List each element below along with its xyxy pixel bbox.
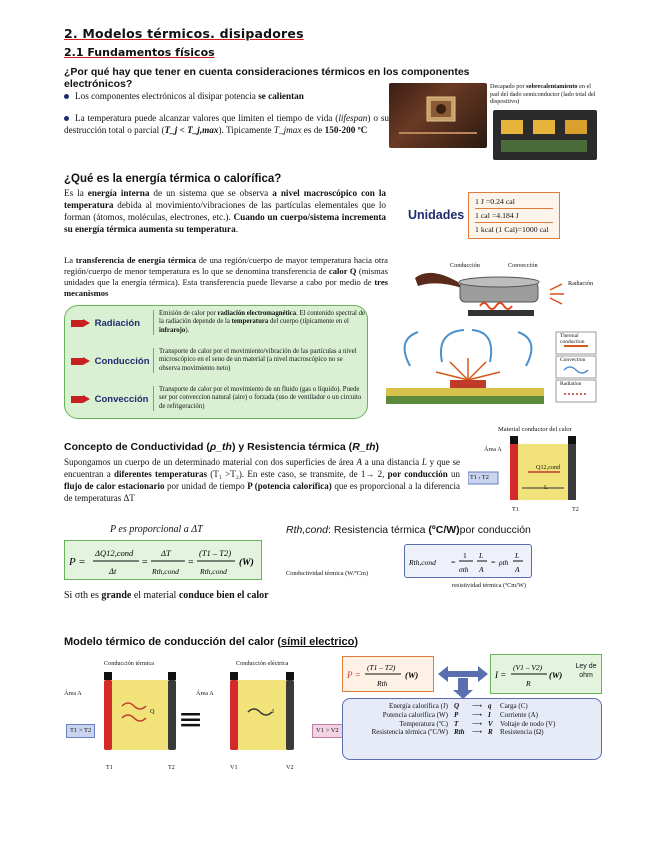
overheated-die-photo [389,83,487,148]
text-run: calor Q [328,266,357,276]
text-run: ). [185,326,190,334]
text-run: Transporte de calor por el movimiento/vibración de las partículas a nivel microscópico en el seno de un material (a nivel macroscópico no se observa movimiento neto) [159,348,357,372]
unit-conversion: 1 kcal (1 Cal)=1000 cal [475,225,549,234]
ohm-equation [490,654,602,694]
text-run: (T₁ >T₂). En este caso, se transmite, de 1→ 2, [207,469,388,479]
table-cell: ⟶ [472,728,483,737]
mechanism-convection: Convección [71,394,149,405]
formula-den-2: Rth,cond [152,567,179,576]
v1-label: V1 [230,764,238,771]
conductivity-label: Conductividad térmica (W/ºCm) [286,570,369,577]
table-cell: T [454,719,459,728]
area-label: Área A [64,690,82,697]
table-cell: V [488,719,493,728]
text-run: Es la [64,188,88,198]
section-title: 2. Modelos térmicos. disipadores [64,26,304,41]
text-run: Supongamos un cuerpo de un determinado material con dos superficies de área [64,457,357,467]
conductor-figure [468,426,600,518]
mechanism-description [153,386,365,411]
r-sigma: σth [459,565,469,574]
analogy-table-grid [347,702,558,737]
table-row [347,720,558,729]
resistivity-label: resistividad térmica (ºCm/W) [452,582,526,589]
fig-top-label: Conducción eléctrica [236,660,289,667]
area-label: Área A [484,446,502,453]
text-run: P (potencia calorífica) [247,481,332,491]
label-conduction: Conducción [450,262,480,269]
bullet-2: La temperatura puede alcanzar valores que limiten el tiempo de vida (lifespan) o su destrucción total o parcial (T_j < T_j,max). Tipicamente T_jmax es de 150-200 ºC [64,113,389,135]
text-run: (mismas unidades que la energía térmica). Esta transferencia puede llevarse a cabo por medio de [64,266,388,287]
text-run: . El contenido spectral de la radiación depende de la [159,310,365,326]
table-cell: Potencia calorífica (W) [382,710,448,719]
conclusion: Si σth es grande el material conduce bien el calor [64,590,269,601]
photo-caption: Decapado por sobrecalentamiento en el pad del dado semiconductor (lado total del dispositivo) [490,83,596,105]
text-run: de un sistema que se observa [149,188,273,198]
table-cell: Voltaje de nodo (V) [500,719,556,728]
mechanism-description [153,310,365,335]
proportional-text: P es proporcional a ΔT [110,524,203,535]
eq-den: Rth [377,679,388,688]
table-row [347,702,558,711]
text-run: temperatura [231,318,269,326]
thermal-model-figure [60,660,180,772]
table-cell: ⟶ [472,710,483,719]
r-l: L [479,551,484,560]
svg-text:A: A [515,565,520,574]
text-run: por unidad de tiempo [164,481,248,491]
text-run: un [447,469,461,479]
model-title: Modelo térmico de conducción del calor (símil electrico) [64,636,359,648]
power-formula-graphic [65,541,263,581]
text-run: diferentes temperaturas [113,469,208,479]
formula-den-1: Δt [109,566,117,576]
label-convection: Convección [508,262,538,269]
mechanisms-box [64,305,368,419]
conductivity-paragraph [64,456,460,504]
electric-model-figure [196,660,316,772]
mechanism-radiation: Radiación [71,318,140,329]
resistance-formula [404,544,532,578]
bullet-icon [64,94,69,99]
text-run: flujo de calor estacionario [64,481,165,491]
mechanism-conduction: Conducción [71,356,150,367]
eq-unit: (W) [549,670,563,680]
text-run: que es proporcional a la diferencia de temperaturas ΔT [64,481,460,503]
die-icon [389,83,487,148]
table-cell: Energía calorífica (J) [389,702,448,710]
text-run: L [421,457,427,467]
table-cell: R [488,728,493,737]
v2-label: V2 [286,764,294,771]
formula-den-3: Rth,cond [200,567,227,576]
eq-num: (T1 – T2) [367,663,396,672]
resistance-title: Rth,cond: Resistencia térmica (ºC/W)por conducción [286,524,531,536]
text-run: La [64,255,76,265]
text-run: . [235,224,239,234]
text-run: radiación electromagnética [217,310,297,317]
resistance-formula-graphic [405,545,533,579]
table-cell: Carga (C) [500,702,528,710]
table-cell: P [454,710,459,719]
table-cell: ⟶ [472,719,483,728]
svg-text:=: = [451,558,456,567]
eq-lhs: P = [347,670,361,680]
thermal-equation [342,656,434,692]
table-row [347,711,558,720]
formula-num-1: ΔQ12,cond [95,548,134,558]
bullet-1: Los componentes electrónicos al disipar potencia se calientan [64,90,384,102]
svg-text:=: = [142,557,148,568]
text-run: Transporte de calor por el movimiento de un fluido (gas o líquido). Puede ser por conveccion natural (aire) o forzada (uso de ventilador o un circuito de refrigeración) [159,386,362,410]
thermal-equation-graphic [343,657,435,693]
label-radiation: Radiación [568,280,594,287]
energy-paragraph [64,187,386,235]
heatsink-diagram [380,322,600,418]
table-row [347,728,558,737]
fig-top-label: Conducción térmica [104,660,154,667]
analogy-table [342,698,602,760]
table-cell: Q [454,702,460,710]
legend-thermal: Thermal conduction [560,333,585,345]
formula-num-2: ΔT [161,548,171,558]
text-run: por conducción [387,469,448,479]
transfer-paragraph [64,255,388,299]
text-run: de una región/cuerpo de mayor temperatura hacia otra región/cuerpo de menor temperatura es lo que se denomina transferencia de [64,255,388,276]
text-run: a nivel macroscópico con la temperatura [64,188,386,210]
text-run: A [356,457,362,467]
text-run: tres mecanismos [64,277,388,298]
text-run: transferencia de energía térmica [75,255,197,265]
table-cell: ⟶ [472,702,483,710]
table-cell: Resistencia térmica (ºC/W) [371,728,448,737]
r-a: A [479,565,484,574]
legend-radiation: Radiation [560,381,582,387]
ohm-law-label: Ley de ohm [575,663,597,679]
unit-conversion: 1 cal =4.184 J [475,209,553,223]
units-label: Unidades [408,208,465,222]
table-cell: I [488,710,491,719]
text-run: Cuando un cuerpo/sistema incrementa su energía térmica aumenta su temperatura [64,212,387,234]
eq-num: (V1 – V2) [513,663,543,672]
volt-badge: V1 > V2 [312,724,343,738]
table-cell: Resistencia (Ω) [500,728,544,737]
table-cell: Corriente (A) [500,710,538,719]
t1-label: T1 [512,506,519,513]
area-label: Área A [196,690,214,697]
figure-title: Material conductor del calor [498,426,572,433]
table-cell: Rth [454,728,465,737]
r-rho: ρth [499,558,509,567]
board-icon [493,110,597,160]
svg-text:=: = [491,558,496,567]
burned-board-photo [493,110,597,160]
length-label: L [544,484,548,491]
t2-label: T2 [572,506,579,513]
double-arrow-icon [436,662,490,700]
energy-question: ¿Qué es la energía térmica o calorífica? [64,173,282,185]
r-lhs: Rth,cond [409,558,436,567]
text-run: del cuerpo (típicamente en el [268,318,349,326]
intro-question: ¿Por qué hay que tener en cuenta consideraciones térmicos en los componentes electrónicos? [64,66,470,90]
bullet-icon [64,116,69,121]
power-formula [64,540,262,580]
svg-text:=: = [188,557,194,568]
text-run: energía interna [87,188,150,198]
eq-lhs: I = [495,670,507,680]
text-run: y que se encuentran a [64,457,460,479]
subsection-title: 2.1 Fundamentos físicos [64,46,215,59]
table-cell: Temperatura (ºC) [399,719,448,728]
thermal-block-icon [60,670,180,762]
r-one: 1 [463,551,467,560]
t1-label: T1 [106,764,113,771]
text-run: a una distancia [362,457,422,467]
conductivity-title: Concepto de Conductividad (ρ_th) y Resistencia térmica (R_th) [64,441,380,453]
text-run: Emisión de calor por [159,310,218,317]
current-label: I [272,708,275,715]
eq-unit: (W) [405,670,419,680]
legend-convection: Convection [560,357,586,363]
electric-block-icon [196,670,316,762]
text-run: debida al movimiento/vibraciones de las partículas elementales que lo forman (átomos, moléculas, electrones, etc.). [64,200,386,222]
text-run: infrarojo [159,326,186,334]
units-box [468,192,560,239]
formula-unit: (W) [239,558,254,568]
formula-lhs: P = [69,556,86,568]
mechanism-description [153,348,365,373]
pot-on-stove-icon [410,260,600,322]
temp-badge: T1 › T2 [470,474,489,481]
table-cell: q [488,702,492,710]
heat-transfer-illustration [410,260,600,322]
unit-conversion: 1 J =0.24 cal [475,195,553,209]
svg-text:L: L [515,551,520,560]
temp-badge: T1 > T2 [66,724,95,738]
heat-label: Q12,cond [536,464,561,471]
formula-num-3: (T1 – T2) [199,548,232,558]
eq-den: R [526,679,531,688]
t2-label: T2 [168,764,175,771]
equivalence-sign: ≡ [178,702,204,737]
heat-label: Q [150,708,155,715]
